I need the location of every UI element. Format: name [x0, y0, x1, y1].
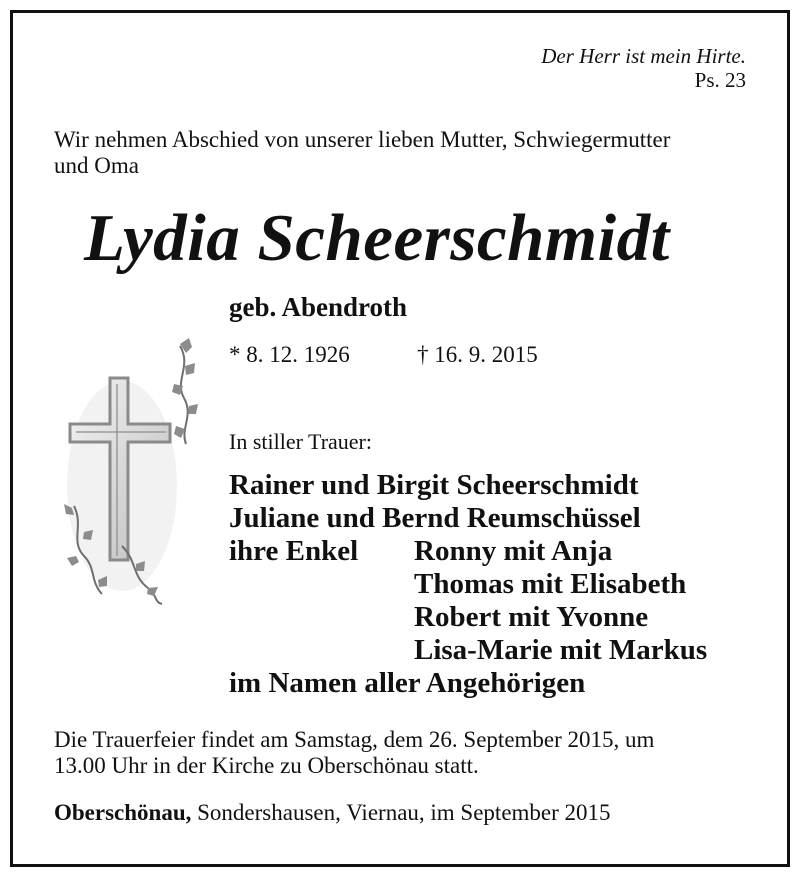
grandchild-1: Ronny mit Anja [414, 535, 613, 567]
verse-reference: Ps. 23 [694, 68, 746, 92]
intro-line-1: Wir nehmen Abschied von unserer lieben Mutter, Schwiegermutter [54, 127, 671, 152]
intro-line-2: und Oma [54, 153, 139, 178]
mourner-line-2: Juliane und Bernd Reumschüssel [229, 502, 641, 534]
grandchild-3: Robert mit Yvonne [414, 601, 649, 633]
grandchildren-label: ihre Enkel [229, 535, 359, 567]
verse-quote: Der Herr ist mein Hirte. [541, 44, 746, 68]
place-rest: Sondershausen, Viernau, im September 2015 [191, 800, 611, 825]
deceased-name: Lydia Scheerschmidt [84, 201, 670, 275]
grandchild-4: Lisa-Marie mit Markus [414, 634, 708, 666]
death-date: † 16. 9. 2015 [417, 342, 538, 367]
ceremony-text [54, 727, 654, 779]
mourner-line-1: Rainer und Birgit Scheerschmidt [229, 469, 639, 501]
place-date-line [54, 800, 611, 826]
ceremony-line-1: Die Trauerfeier findet am Samstag, dem 26. September 2015, um [54, 727, 655, 752]
grandchild-2: Thomas mit Elisabeth [414, 568, 687, 600]
intro-text [54, 127, 670, 179]
mourners-heading: In stiller Trauer: [229, 429, 372, 454]
mourners-closing: im Namen aller Angehörigen [229, 667, 586, 699]
cross-with-ivy-icon [62, 336, 220, 606]
ceremony-line-2: 13.00 Uhr in der Kirche zu Oberschönau statt. [54, 753, 479, 778]
birth-date: * 8. 12. 1926 [229, 342, 350, 367]
maiden-name: geb. Abendroth [229, 292, 408, 322]
place-primary: Oberschönau, [54, 800, 192, 825]
